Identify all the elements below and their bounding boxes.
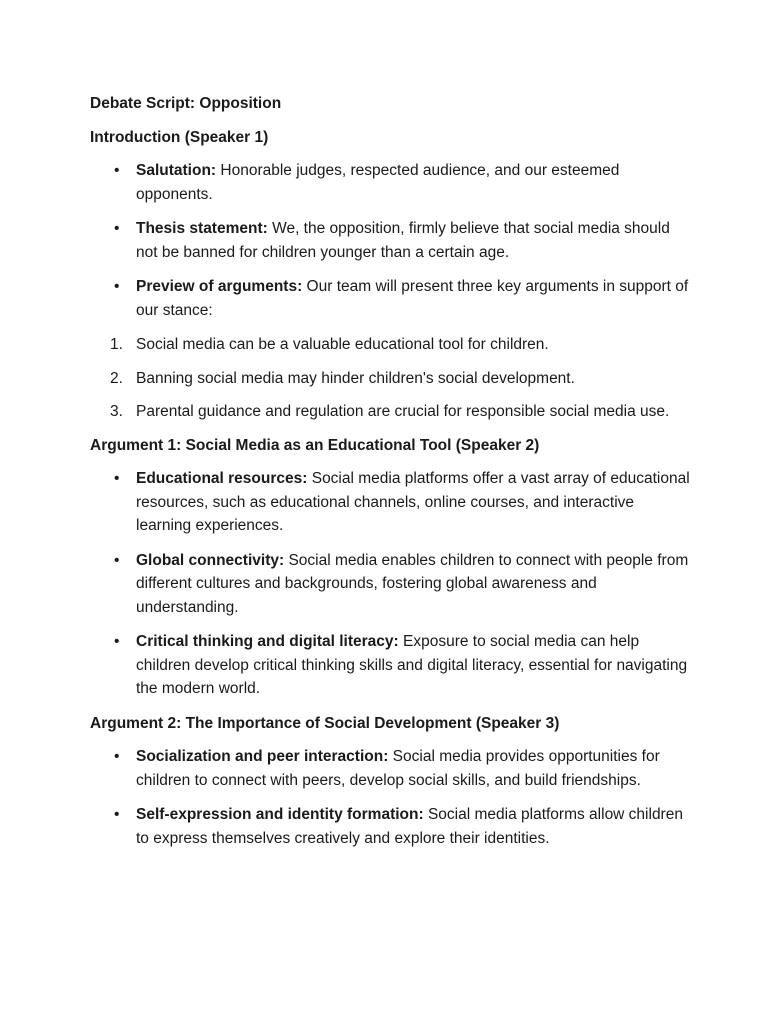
bullet-list (90, 467, 690, 701)
bullet-label: Socialization and peer interaction: (136, 748, 389, 765)
bullet-item (90, 549, 690, 620)
item-text: Parental guidance and regulation are crucial for responsible social media use. (136, 403, 670, 420)
bullet-label: Global connectivity: (136, 551, 285, 569)
bullet-item (90, 467, 690, 538)
bullet-icon: • (114, 551, 120, 569)
numbered-item (90, 333, 690, 357)
document-title: Debate Script: Opposition (90, 95, 282, 112)
bullet-icon: • (114, 806, 120, 823)
bullet-label: Salutation: (136, 162, 217, 179)
numbered-list (90, 333, 690, 424)
bullet-label: Educational resources: (136, 470, 308, 487)
bullet-item (90, 159, 690, 206)
bullet-text: Social media enables children to connect with people from different cultures and backgrounds, fostering global awareness and understanding. (136, 551, 689, 616)
bullet-label: Self-expression and identity formation: (136, 806, 424, 823)
bullet-item (90, 803, 690, 850)
section-introduction (90, 126, 690, 424)
numbered-item (90, 400, 690, 424)
item-text: Banning social media may hinder children's social development. (136, 369, 575, 387)
bullet-icon: • (114, 162, 120, 179)
bullet-icon: • (114, 220, 120, 237)
bullet-label: Thesis statement: (136, 220, 268, 237)
bullet-text: Honorable judges, respected audience, and our esteemed opponents. (136, 162, 620, 203)
section-argument-1 (90, 434, 690, 701)
bullet-item (90, 745, 690, 792)
bullet-text: Exposure to social media can help children develop critical thinking skills and digital literacy, essential for navigating the modern world. (136, 633, 688, 697)
bullet-label: Preview of arguments: (136, 278, 303, 295)
bullet-item (90, 630, 690, 701)
section-argument-2 (90, 712, 690, 851)
bullet-text: Social media platforms allow children to express themselves creatively and explore their identities. (136, 806, 683, 847)
bullet-icon: • (114, 470, 120, 487)
bullet-icon: • (114, 278, 120, 295)
item-text: Social media can be a valuable educational tool for children. (136, 336, 549, 353)
bullet-item (90, 217, 690, 264)
bullet-icon: • (114, 633, 120, 650)
bullet-text: Social media platforms offer a vast array of educational resources, such as educational channels, online courses, and interactive learning experiences. (136, 470, 690, 534)
bullet-item (90, 275, 690, 322)
item-number: 2. (110, 369, 123, 387)
bullet-label: Critical thinking and digital literacy: (136, 633, 399, 650)
section-heading: Introduction (Speaker 1) (90, 128, 269, 146)
item-number: 3. (110, 403, 123, 420)
bullet-text: Our team will present three key arguments in support of our stance: (136, 278, 689, 319)
item-number: 1. (110, 336, 123, 353)
section-heading: Argument 2: The Importance of Social Development (Speaker 3) (90, 714, 560, 732)
numbered-item (90, 367, 690, 391)
bullet-icon: • (114, 748, 120, 765)
bullet-list (90, 745, 690, 850)
section-heading: Argument 1: Social Media as an Educational Tool (Speaker 2) (90, 436, 540, 454)
bullet-text: Social media provides opportunities for children to connect with peers, develop social skills, and build friendships. (136, 748, 660, 789)
bullet-list (90, 159, 690, 322)
bullet-text: We, the opposition, firmly believe that social media should not be banned for children younger than a certain age. (136, 220, 670, 261)
document-page (90, 92, 690, 861)
